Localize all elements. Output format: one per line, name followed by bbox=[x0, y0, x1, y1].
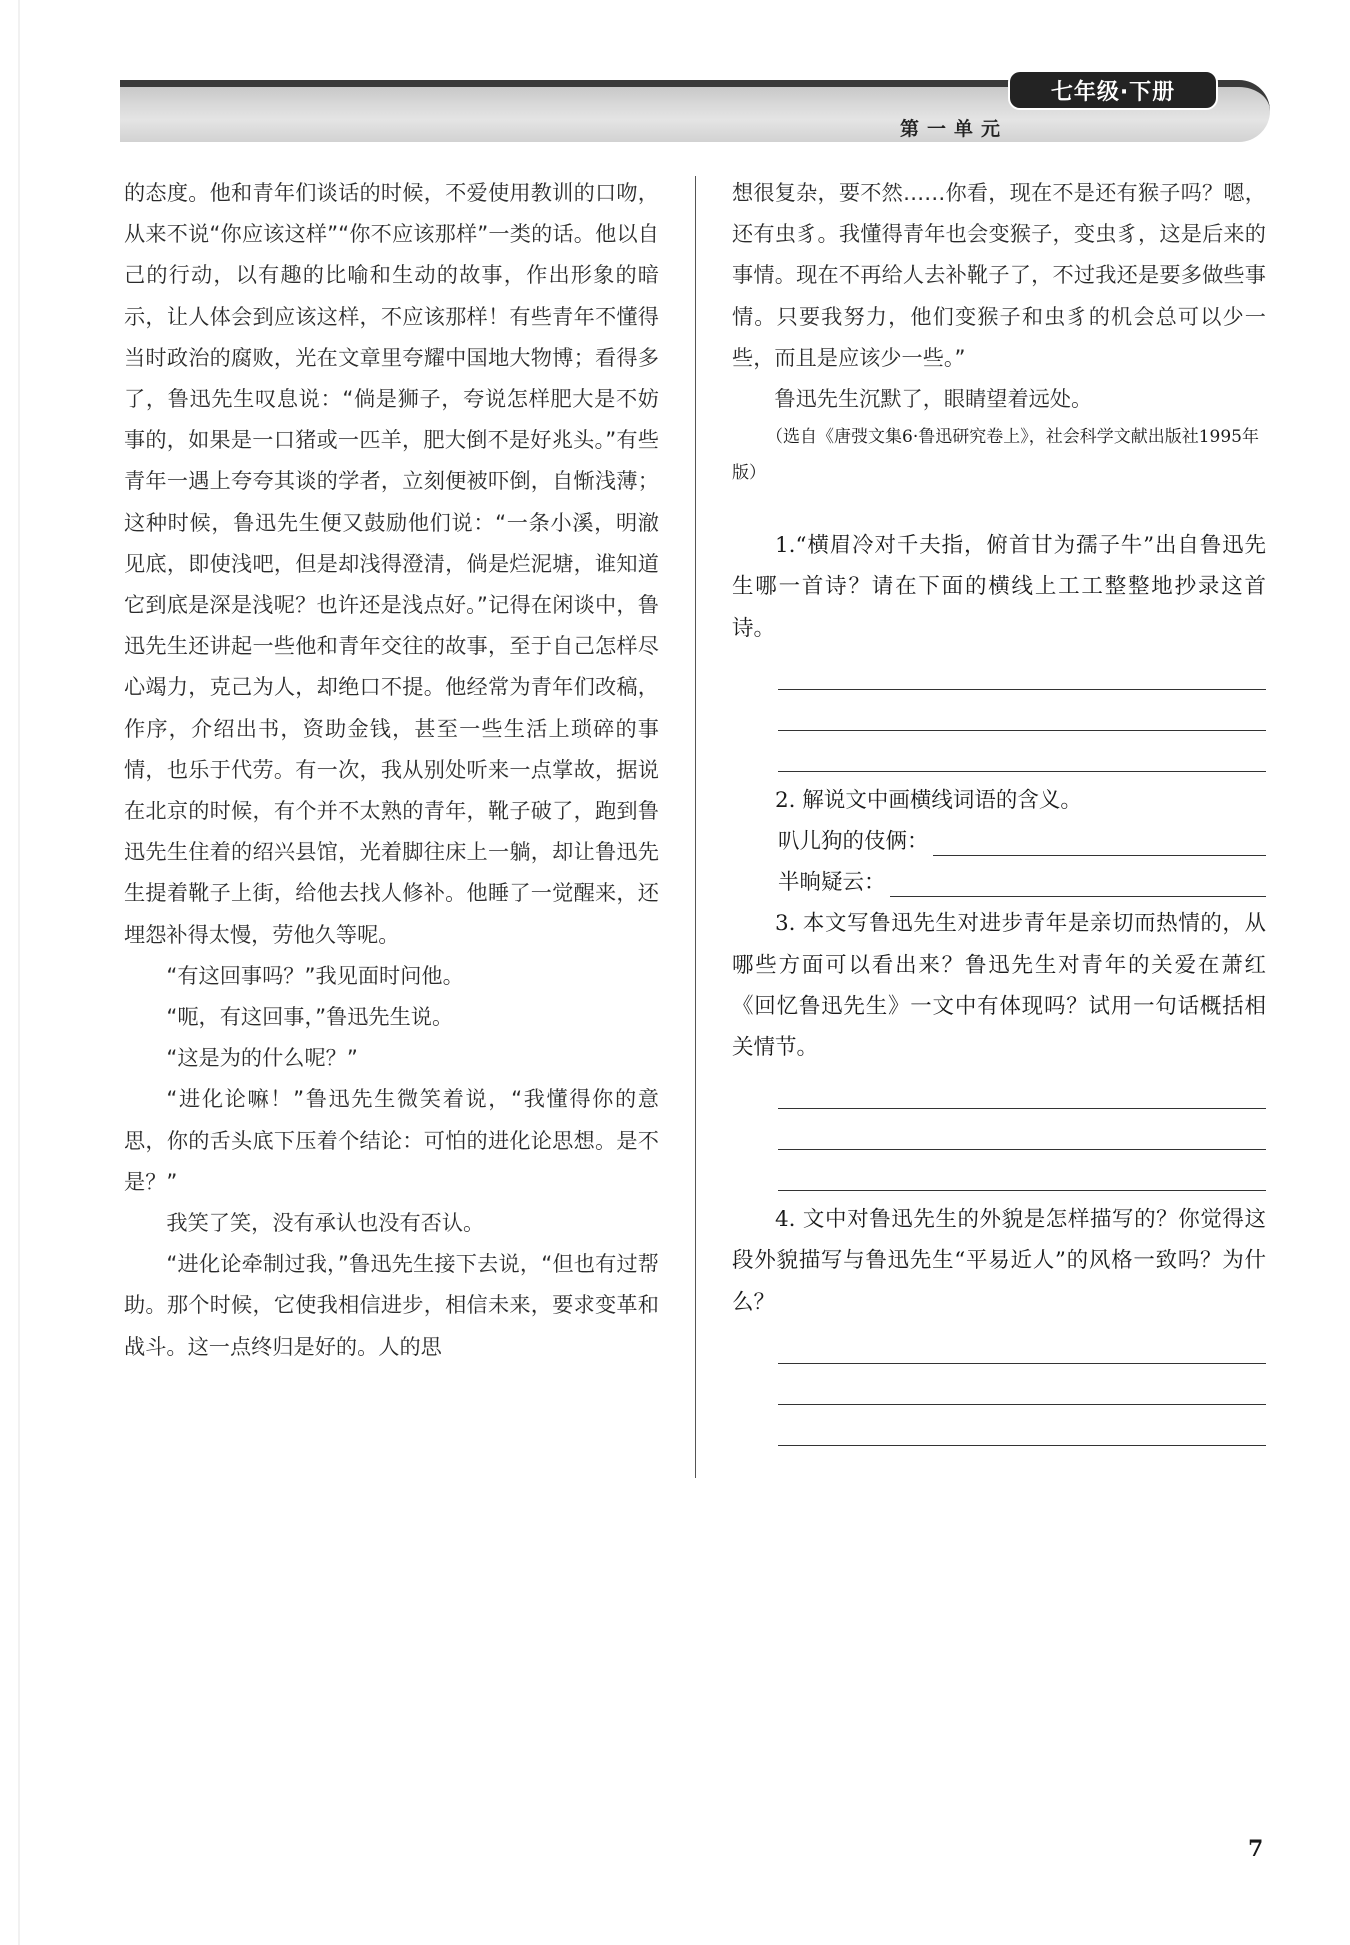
scan-edge bbox=[18, 0, 20, 1945]
fill-label: 半晌疑云： bbox=[778, 870, 886, 896]
answer-line[interactable] bbox=[778, 731, 1266, 772]
page-number: 7 bbox=[1248, 1836, 1264, 1862]
column-divider bbox=[695, 176, 696, 1478]
question-3: 3. 本文写鲁迅先生对进步青年是亲切而热情的，从哪些方面可以看出来？鲁迅先生对青年的关爱在萧红《回忆鲁迅先生》一文中有体现吗？试用一句话概括相关情节。 bbox=[732, 911, 1266, 1061]
answer-line[interactable] bbox=[778, 1068, 1266, 1109]
body-paragraph: 的态度。他和青年们谈话的时候，不爱使用教训的口吻，从来不说“你应该这样”“你不应该那样”一类的话。他以自己的行动，以有趣的比喻和生动的故事，作出形象的暗示，让人体会到应该这样，不应该那样！有些青年不懂得当时政治的腐败，光在文章里夸耀中国地大物博；看得多了，鲁迅先生叹息说：“倘是狮子，夸说怎样肥大是不妨事的，如果是一口猪或一匹羊，肥大倒不是好兆头。”有些青年一遇上夸夸其谈的学者，立刻便被吓倒，自惭浅薄；这种时候，鲁迅先生便又鼓励他们说：“一条小溪，明澈见底，即使浅吧，但是却浅得澄清，倘是烂泥塘，谁知道它到底是深是浅呢？也许还是浅点好。”记得在闲谈中，鲁迅先生还讲起一些他和青年交往的故事，至于自己怎样尽心竭力，克己为人，却绝口不提。他经常为青年们改稿，作序，介绍出书，资助金钱，甚至一些生活上琐碎的事情，也乐于代劳。有一次，我从别处听来一点掌故，据说在北京的时候，有个并不太熟的青年，靴子破了，跑到鲁迅先生住着的绍兴县馆，光着脚往床上一躺，却让鲁迅先生提着靴子上街，给他去找人修补。他睡了一觉醒来，还埋怨补得太慢，劳他久等呢。 bbox=[124, 180, 659, 947]
answer-line[interactable] bbox=[778, 1323, 1266, 1364]
unit-title: 第一单元 bbox=[900, 118, 1009, 140]
fill-label: 叭儿狗的伎俩： bbox=[778, 829, 929, 855]
right-column bbox=[732, 172, 1266, 1446]
fill-in-row bbox=[778, 821, 1266, 862]
body-paragraph: “这是为的什么呢？” bbox=[166, 1045, 358, 1071]
body-paragraph: “进化论嘛！”鲁迅先生微笑着说，“我懂得你的意思，你的舌头底下压着个结论：可怕的进化论思想。是不是？” bbox=[124, 1086, 659, 1194]
answer-line[interactable] bbox=[778, 1405, 1266, 1446]
body-paragraph: “进化论牵制过我，”鲁迅先生接下去说，“但也有过帮助。那个时候，它使我相信进步，相信未来，要求变革和战斗。这一点终归是好的。人的思 bbox=[124, 1251, 659, 1359]
answer-line[interactable] bbox=[778, 1150, 1266, 1191]
source-citation: （选自《唐弢文集6·鲁迅研究卷上》，社会科学文献出版社1995年版） bbox=[732, 427, 1259, 484]
left-column bbox=[124, 172, 659, 1367]
answer-line[interactable] bbox=[778, 1109, 1266, 1150]
body-paragraph: 我笑了笑，没有承认也没有否认。 bbox=[166, 1210, 485, 1236]
body-paragraph: “有这回事吗？”我见面时问他。 bbox=[166, 962, 464, 988]
body-paragraph: 鲁迅先生沉默了，眼睛望着远处。 bbox=[774, 386, 1093, 412]
question-4: 4. 文中对鲁迅先生的外貌是怎样描写的？你觉得这段外貌描写与鲁迅先生“平易近人”的风格一致吗？为什么？ bbox=[732, 1207, 1266, 1315]
answer-blank[interactable] bbox=[933, 825, 1266, 856]
answer-blank[interactable] bbox=[890, 866, 1266, 897]
answer-line[interactable] bbox=[778, 1364, 1266, 1405]
grade-tab: 七年级·下册 bbox=[1008, 70, 1218, 110]
question-2: 2. 解说文中画横线词语的含义。 bbox=[775, 787, 1082, 813]
body-paragraph: “呃，有这回事，”鲁迅先生说。 bbox=[166, 1004, 454, 1030]
body-paragraph: 想很复杂，要不然……你看，现在不是还有猴子吗？嗯，还有虫豸。我懂得青年也会变猴子，变虫豸，这是后来的事情。现在不再给人去补靴子了，不过我还是要多做些事情。只要我努力，他们变猴子和虫豸的机会总可以少一些，而且是应该少一些。” bbox=[732, 180, 1266, 370]
answer-line[interactable] bbox=[778, 690, 1266, 731]
fill-in-row bbox=[778, 862, 1266, 903]
answer-line[interactable] bbox=[778, 649, 1266, 690]
question-1: 1.“横眉冷对千夫指，俯首甘为孺子牛”出自鲁迅先生哪一首诗？请在下面的横线上工工整整地抄录这首诗。 bbox=[732, 533, 1266, 641]
